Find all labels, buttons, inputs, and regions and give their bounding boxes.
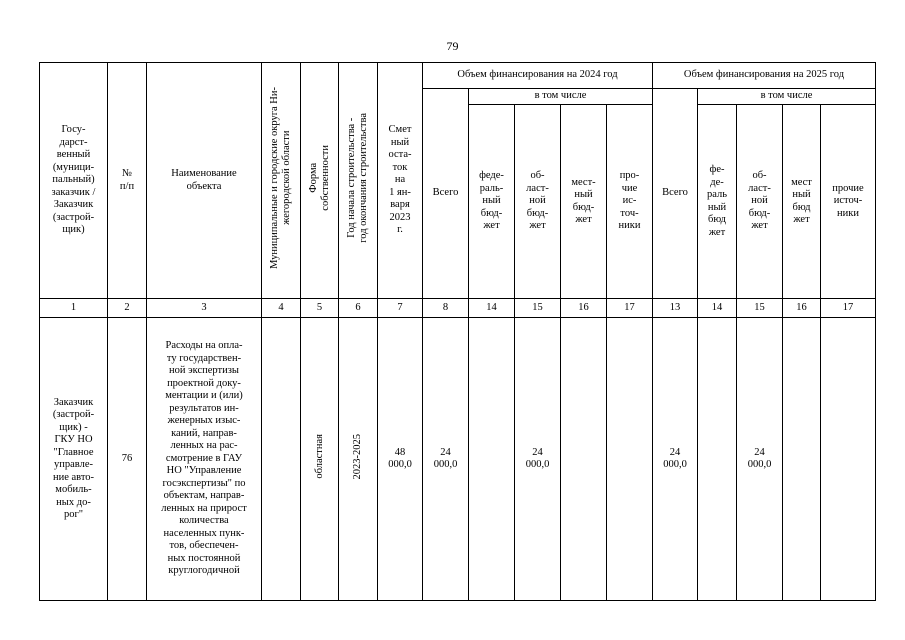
- header-regional-2024: об- ласт- ной бюд- жет: [515, 105, 561, 299]
- row-ownership: областная: [313, 434, 325, 480]
- header-years-cell: [339, 63, 378, 299]
- column-number: 3: [147, 299, 262, 318]
- row-federal-2024: [469, 318, 515, 601]
- header-local-2024: мест- ный бюд- жет: [561, 105, 607, 299]
- column-number: 16: [561, 299, 607, 318]
- row-local-2024: [561, 318, 607, 601]
- column-number: 5: [301, 299, 339, 318]
- row-years: 2023-2025: [352, 434, 363, 480]
- row-ownership-cell: [301, 318, 339, 601]
- column-number: 17: [821, 299, 876, 318]
- header-total-2024: Всего: [423, 89, 469, 299]
- header-municipality: Муниципальные и городские округа Ни- жегородской области: [269, 87, 292, 270]
- column-number: 6: [339, 299, 378, 318]
- row-federal-2025: [698, 318, 737, 601]
- header-funding-2024: Объем финансирования на 2024 год: [423, 63, 653, 89]
- row-regional-2025: 24 000,0: [737, 318, 783, 601]
- row-total-2025: 24 000,0: [653, 318, 698, 601]
- column-number: 4: [262, 299, 301, 318]
- header-number: № п/п: [108, 63, 147, 299]
- row-regional-2024: 24 000,0: [515, 318, 561, 601]
- column-number: 15: [737, 299, 783, 318]
- column-number: 2: [108, 299, 147, 318]
- row-years-cell: [339, 318, 378, 601]
- header-estimate: Смет ный оста- ток на 1 ян- варя 2023 г.: [378, 63, 423, 299]
- header-years: Год начала строительства - год окончания строительства: [346, 113, 369, 244]
- header-ownership-cell: [301, 63, 339, 299]
- column-number: 14: [698, 299, 737, 318]
- row-municipality: [262, 318, 301, 601]
- column-number: 1: [40, 299, 108, 318]
- table-row: [40, 318, 876, 601]
- header-other-2025: прочие источ- ники: [821, 105, 876, 299]
- row-number: 76: [108, 318, 147, 601]
- header-total-2025: Всего: [653, 89, 698, 299]
- header-customer: Госу- дарст- венный (муници- пальный) заказчик / Заказчик (застрой- щик): [40, 63, 108, 299]
- column-number: 13: [653, 299, 698, 318]
- row-object-name: Расходы на опла- ту государствен- ной экспертизы проектной доку- ментации и (или) результатов ин- женерных изыс- каний, направ- ленных на рас- смотрение в ГАУ НО "Управление госэкспертизы" по объектам, направ- ленных на прирост количества населенных пунк- тов, обеспечен- ных постоянной круглогодичной: [147, 318, 262, 601]
- row-other-2024: [607, 318, 653, 601]
- header-including-2025: в том числе: [698, 89, 876, 105]
- row-estimate: 48 000,0: [378, 318, 423, 601]
- header-funding-2025: Объем финансирования на 2025 год: [653, 63, 876, 89]
- column-number: 7: [378, 299, 423, 318]
- header-federal-2025: фе- де- раль ный бюд жет: [698, 105, 737, 299]
- header-object-name: Наименование объекта: [147, 63, 262, 299]
- header-federal-2024: феде- раль- ный бюд- жет: [469, 105, 515, 299]
- header-ownership: Форма собственности: [307, 145, 331, 212]
- row-total-2024: 24 000,0: [423, 318, 469, 601]
- column-number: 14: [469, 299, 515, 318]
- column-number: 17: [607, 299, 653, 318]
- row-local-2025: [783, 318, 821, 601]
- row-customer: Заказчик (застрой- щик) - ГКУ НО "Главное управле- ние авто- мобиль- ных до- рог": [40, 318, 108, 601]
- header-regional-2025: об- ласт- ной бюд- жет: [737, 105, 783, 299]
- header-municipality-cell: [262, 63, 301, 299]
- financing-table: [39, 62, 876, 601]
- column-number-row: [40, 299, 876, 318]
- column-number: 16: [783, 299, 821, 318]
- page-number: 79: [446, 39, 459, 53]
- row-other-2025: [821, 318, 876, 601]
- header-other-2024: про- чие ис- точ- ники: [607, 105, 653, 299]
- column-number: 15: [515, 299, 561, 318]
- header-including-2024: в том числе: [469, 89, 653, 105]
- column-number: 8: [423, 299, 469, 318]
- header-local-2025: мест ный бюд жет: [783, 105, 821, 299]
